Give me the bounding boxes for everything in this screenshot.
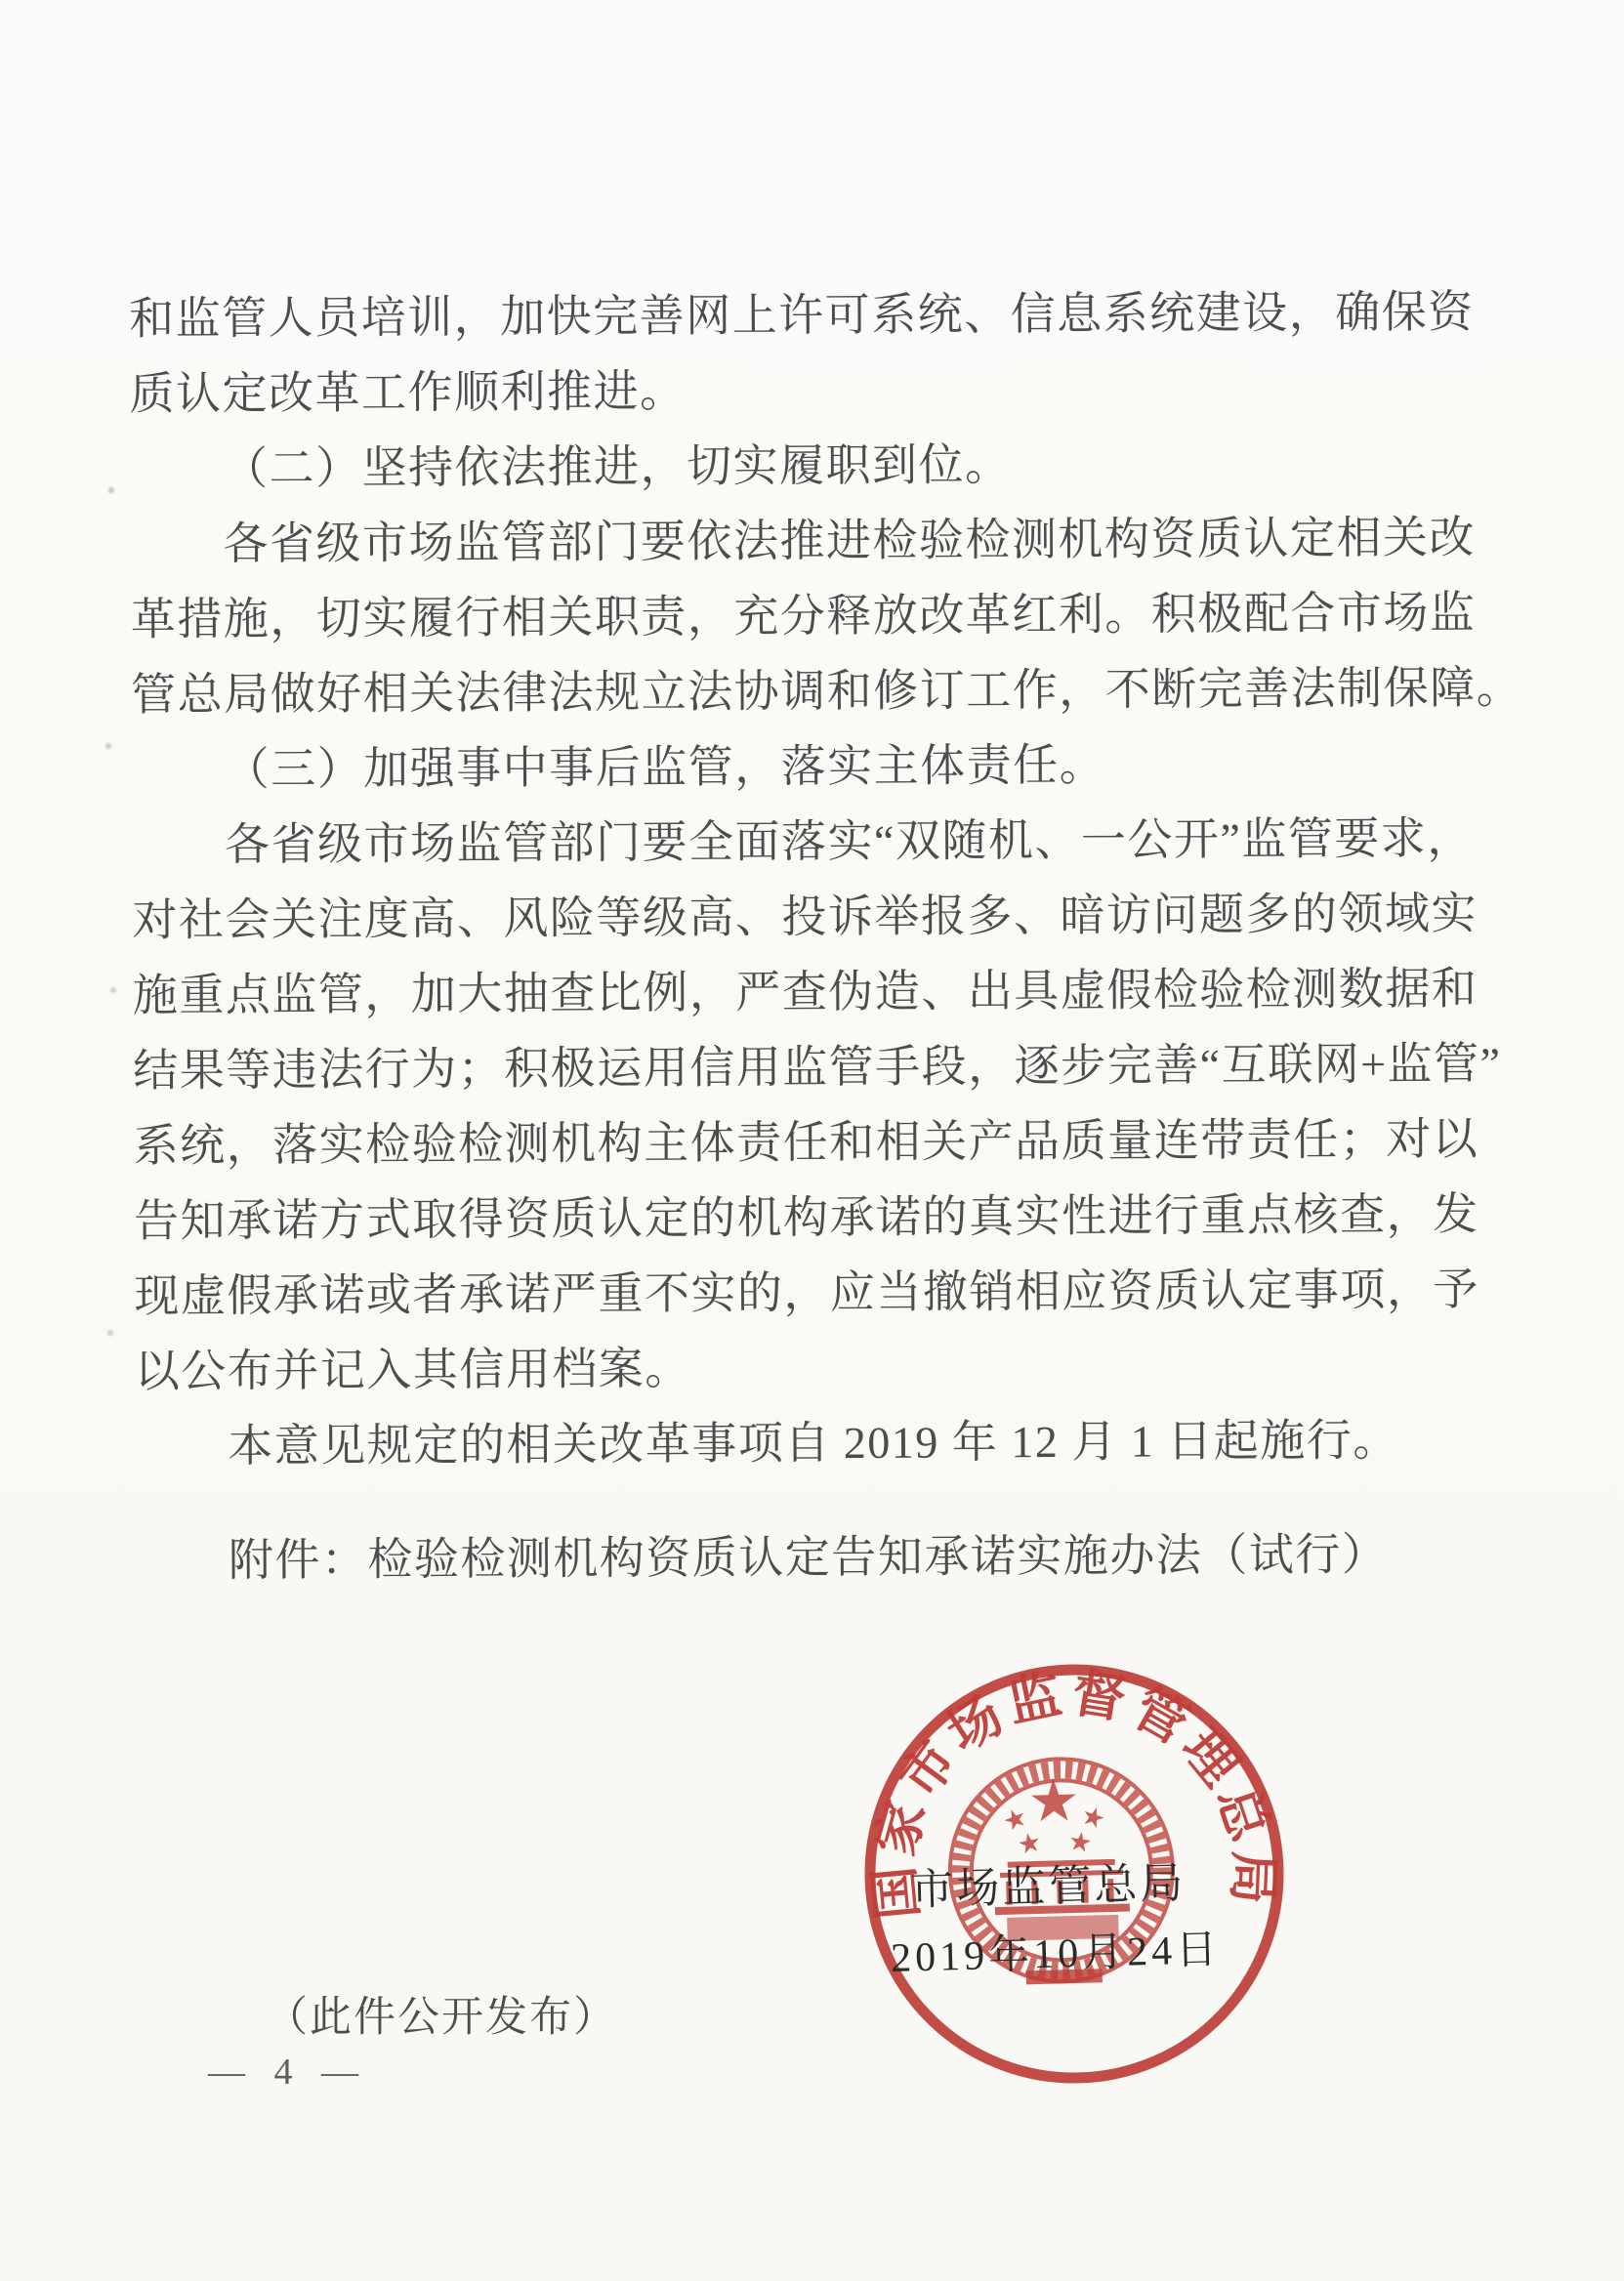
attachment-line: 附件：检验检测机构资质认定告知承诺实施办法（试行） xyxy=(228,1529,1389,1586)
body-line: 和监管人员培训，加快完善网上许可系统、信息系统建设，确保资 xyxy=(129,286,1475,344)
body-text xyxy=(129,274,1523,1598)
body-line: 管总局做好相关法律法规立法协调和修订工作，不断完善法制保障。 xyxy=(131,662,1523,720)
body-paragraph-lines xyxy=(129,274,1523,1484)
body-line: 对社会关注度高、风险等级高、投诉举报多、暗访问题多的领域实 xyxy=(132,888,1478,945)
body-line: 施重点监管，加大抽查比例，严查伪造、出具虚假检验检测数据和 xyxy=(132,963,1478,1020)
body-line: 结果等违法行为；积极运用信用监管手段，逐步完善“互联网+监管” xyxy=(133,1038,1502,1096)
body-line: （三）加强事中事后监管，落实主体责任。 xyxy=(224,739,1106,795)
body-line: 各省级市场监管部门要全面落实“双随机、一公开”监管要求， xyxy=(224,812,1474,870)
body-line: （二）坚持依法推进，切实履职到位。 xyxy=(222,439,1012,494)
official-seal xyxy=(854,1653,1294,2094)
body-line: 本意见规定的相关改革事项自 2019 年 12 月 1 日起施行。 xyxy=(228,1415,1399,1472)
page-number: — 4 — xyxy=(208,2052,368,2093)
body-line: 告知承诺方式取得资质认定的机构承诺的真实性进行重点核查，发 xyxy=(133,1188,1479,1246)
body-line: 质认定改革工作顺利推进。 xyxy=(129,366,687,419)
body-line: 以公布并记入其信用档案。 xyxy=(134,1344,691,1396)
body-line: 系统，落实检验检测机构主体责任和相关产品质量连带责任；对以 xyxy=(133,1113,1479,1171)
seal-ring-text: 国家市场监督管理总局 xyxy=(864,1663,1284,1923)
seal-agency-name: 市场监管总局 xyxy=(909,1859,1187,1915)
body-line: 现虚假承诺或者承诺严重不实的，应当撤销相应资质认定事项，予 xyxy=(134,1264,1480,1321)
seal-date: 2019年10月24日 xyxy=(890,1928,1222,1981)
public-release-note: （此件公开发布） xyxy=(266,1995,617,2041)
body-line: 革措施，切实履行相关职责，充分释放改革红利。积极配合市场监 xyxy=(130,587,1477,644)
scan-artifacts xyxy=(0,0,4,4)
body-line: 各省级市场监管部门要依法推进检验检测机构资质认定相关改 xyxy=(223,512,1477,569)
